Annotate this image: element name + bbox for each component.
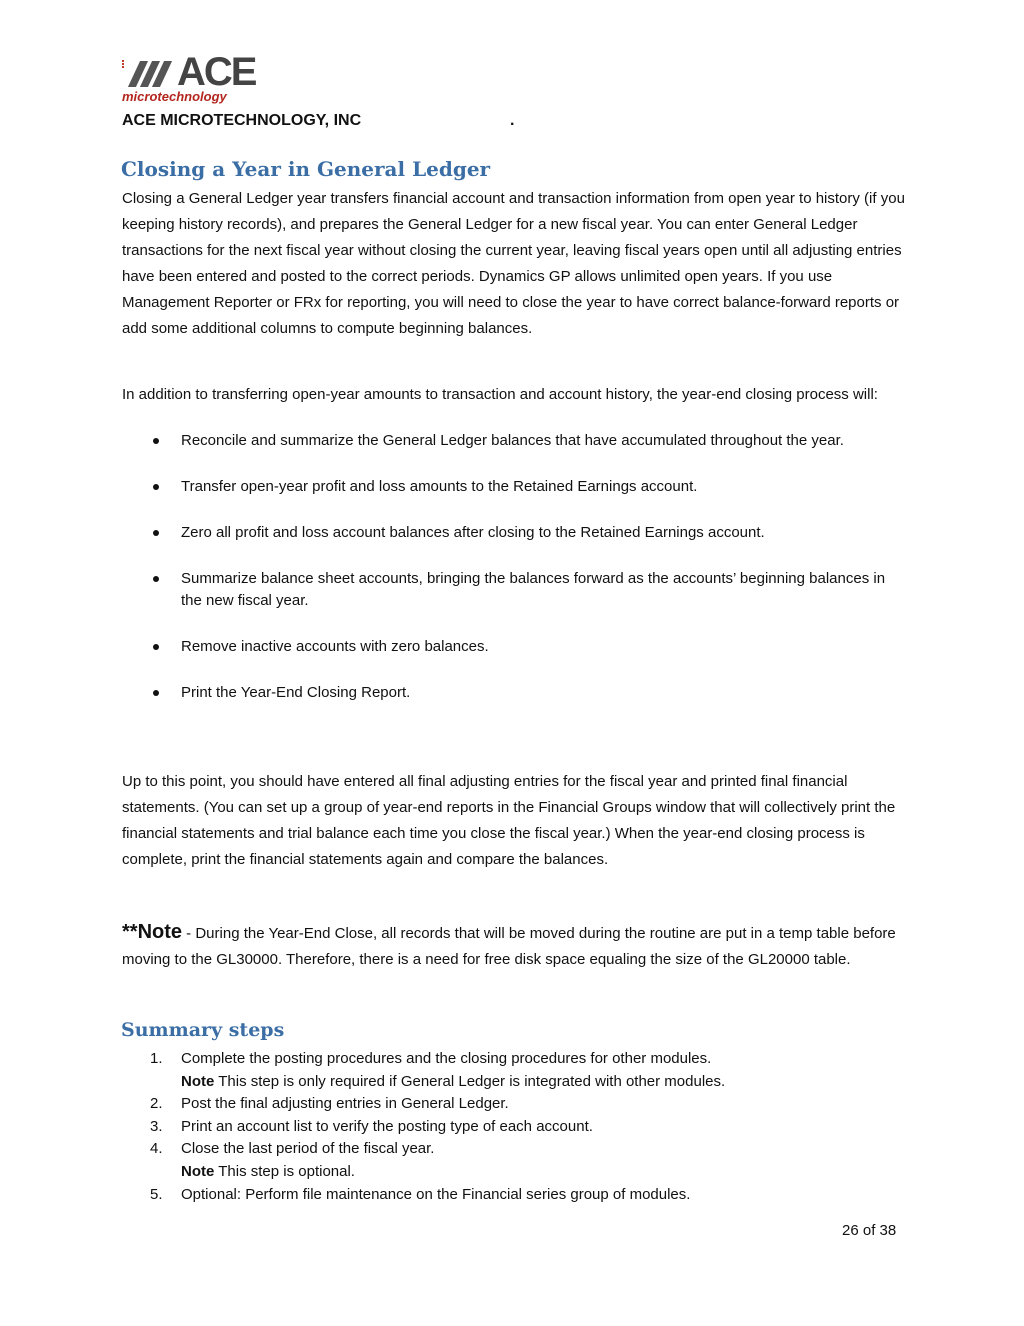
page-number: 26 of 38 xyxy=(842,1222,897,1239)
step-number: 1. xyxy=(150,1050,163,1067)
list-item xyxy=(122,1093,907,1116)
list-item: Reconcile and summarize the General Ledger balances that have accumulated throughout the year. xyxy=(122,430,907,452)
logo-brand: ACE xyxy=(177,50,256,94)
step-number: 4. xyxy=(150,1140,163,1158)
company-name: ACE MICROTECHNOLOGY, INC xyxy=(122,112,362,129)
closing-process-list xyxy=(122,430,907,728)
step-number: 2. xyxy=(150,1095,163,1113)
step-note: Note This step is optional. xyxy=(181,1162,355,1180)
bullet-icon xyxy=(153,690,159,696)
header-trailing-mark: . xyxy=(510,112,515,129)
list-item xyxy=(122,1138,907,1183)
list-item: Summarize balance sheet accounts, bringing the balances forward as the accounts’ beginning balances in the new fiscal year. xyxy=(122,568,907,612)
step-text: Post the final adjusting entries in General Ledger. xyxy=(181,1095,509,1113)
followup-paragraph: Up to this point, you should have entered all final adjusting entries for the fiscal year and printed final financial statements. (You can set up a group of year-end reports in the Financial Groups window that will collectively print the financial statements and trial balance each time you close the fiscal year.) When the year-end closing process is complete, print the financial statements again and compare the balances. xyxy=(122,773,896,868)
company-logo xyxy=(122,50,264,108)
step-number: 5. xyxy=(150,1185,163,1203)
note-label: **Note xyxy=(122,921,183,943)
step-text: Print an account list to verify the posting type of each account. xyxy=(181,1117,593,1135)
list-item xyxy=(122,1116,907,1139)
section-title-summary-steps: Summary steps xyxy=(121,1019,285,1041)
note-paragraph xyxy=(122,919,907,973)
list-item: Remove inactive accounts with zero balances. xyxy=(122,636,907,658)
bullet-icon xyxy=(153,484,159,490)
step-number: 3. xyxy=(150,1117,163,1135)
lead-paragraph: In addition to transferring open-year amounts to transaction and account history, the year-end closing process will: xyxy=(122,386,878,403)
list-item xyxy=(122,1048,907,1093)
bullet-icon xyxy=(153,438,159,444)
logo-stripes xyxy=(128,61,180,87)
step-note: Note This step is only required if General Ledger is integrated with other modules. xyxy=(181,1072,726,1090)
list-item: Zero all profit and loss account balances after closing to the Retained Earnings account. xyxy=(122,522,907,544)
logo-tagline: microtechnology xyxy=(122,89,227,104)
list-item xyxy=(122,1184,907,1207)
bullet-icon xyxy=(153,576,159,582)
step-text: Optional: Perform file maintenance on the Financial series group of modules. xyxy=(181,1185,691,1203)
intro-paragraph: Closing a General Ledger year transfers financial account and transaction information from open year to history (if you keeping history records), and prepares the General Ledger for a new fiscal year. You can enter General Ledger transactions for the next fiscal year without closing the current year, leaving fiscal years open until all adjusting entries have been entered and posted to the correct periods. Dynamics GP allows unlimited open years. If you use Management Reporter or FRx for reporting, you will need to close the year to have correct balance-forward reports or add some additional columns to compute beginning balances. xyxy=(122,190,905,337)
bullet-icon xyxy=(153,644,159,650)
step-text: Complete the posting procedures and the closing procedures for other modules. xyxy=(181,1050,712,1067)
step-text: Close the last period of the fiscal year. xyxy=(181,1140,435,1158)
note-text: - During the Year-End Close, all records that will be moved during the routine are put in a temp table before moving to the GL30000. Therefore, there is a need for free disk space equaling the size of the GL20000 table. xyxy=(122,925,896,968)
bullet-icon xyxy=(153,530,159,536)
logo-dots xyxy=(122,60,124,69)
list-item: Transfer open-year profit and loss amounts to the Retained Earnings account. xyxy=(122,476,907,498)
section-title-closing-year: Closing a Year in General Ledger xyxy=(121,157,491,181)
list-item: Print the Year-End Closing Report. xyxy=(122,682,907,704)
summary-steps-list xyxy=(122,1048,907,1206)
